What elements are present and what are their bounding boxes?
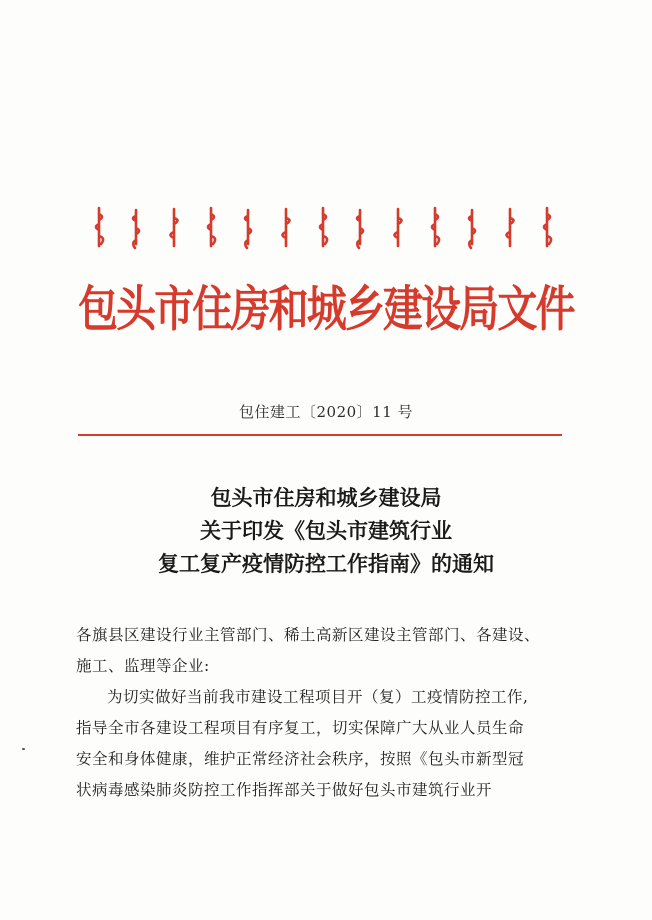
notice-title-line-2: 关于印发《包头市建筑行业 bbox=[200, 519, 452, 543]
document-issuer-title: 包头市住房和城乡建设局文件 bbox=[78, 282, 574, 338]
mongolian-word bbox=[461, 206, 483, 252]
body-text bbox=[76, 620, 576, 806]
notice-title bbox=[0, 482, 652, 581]
red-divider-line bbox=[78, 434, 562, 436]
body-paragraph-line-2: 指导全市各建设工程项目有序复工，切实保障广大从业人员生命 bbox=[76, 719, 525, 737]
mongolian-word bbox=[387, 206, 409, 252]
document-number: 包住建工〔2020〕11 号 bbox=[238, 403, 414, 421]
mongolian-word bbox=[163, 206, 185, 252]
scan-speck bbox=[22, 748, 25, 750]
mongolian-word bbox=[312, 206, 334, 252]
body-paragraph-line-3: 安全和身体健康，维护正常经济社会秩序，按照《包头市新型冠 bbox=[76, 750, 525, 768]
addressee-line-2: 施工、监理等企业: bbox=[76, 657, 210, 675]
mongolian-word bbox=[349, 206, 371, 252]
mongolian-word bbox=[424, 206, 446, 252]
mongolian-script-heading bbox=[88, 206, 558, 256]
mongolian-word bbox=[200, 206, 222, 252]
mongolian-word bbox=[125, 206, 147, 252]
notice-title-line-1: 包头市住房和城乡建设局 bbox=[210, 486, 442, 510]
mongolian-word bbox=[499, 206, 521, 252]
addressee-line-1: 各旗县区建设行业主管部门、稀土高新区建设主管部门、各建设、 bbox=[76, 626, 541, 644]
mongolian-word bbox=[536, 206, 558, 252]
body-paragraph-line-1: 为切实做好当前我市建设工程项目开（复）工疫情防控工作, bbox=[107, 688, 529, 706]
notice-title-line-3: 复工复产疫情防控工作指南》的通知 bbox=[158, 552, 494, 576]
mongolian-word bbox=[237, 206, 259, 252]
mongolian-word bbox=[88, 206, 110, 252]
body-paragraph-line-4: 状病毒感染肺炎防控工作指挥部关于做好包头市建筑行业开 bbox=[76, 781, 493, 799]
mongolian-word bbox=[275, 206, 297, 252]
